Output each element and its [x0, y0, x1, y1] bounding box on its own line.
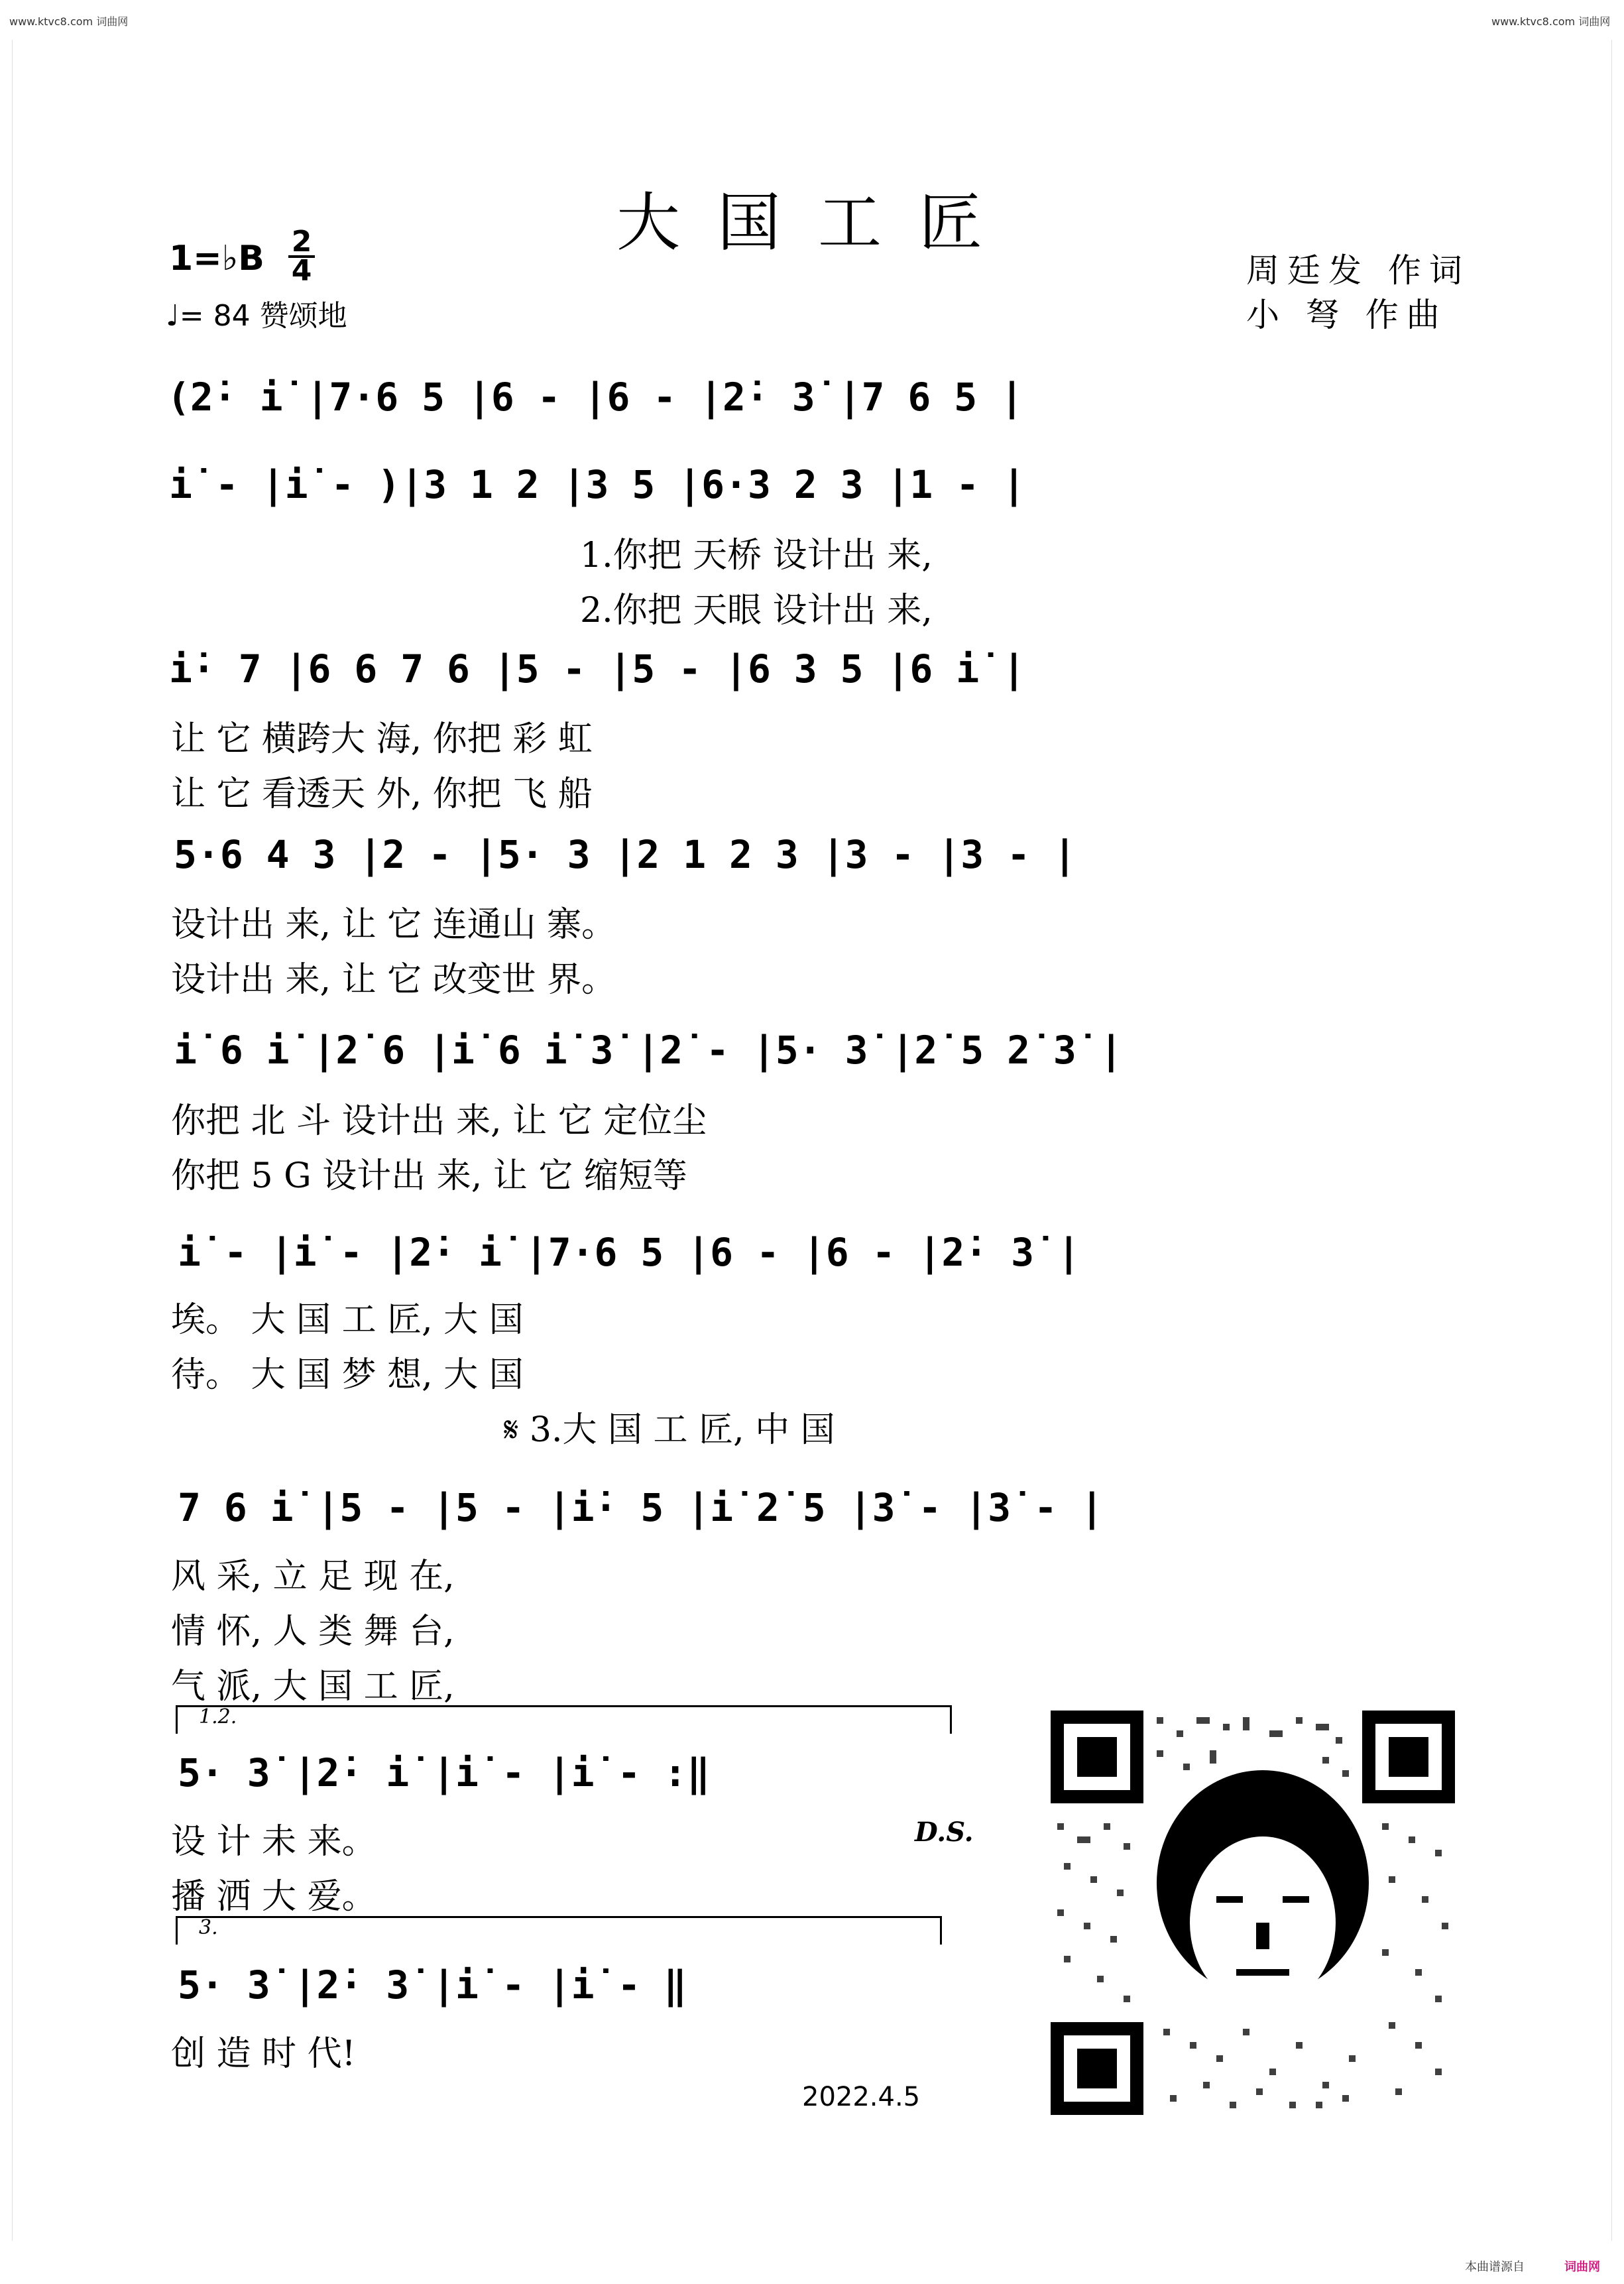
- footer-source-text: 本曲谱源自: [1465, 2260, 1525, 2274]
- notation-row-8: 5· 3̇ |2̇· i̇ |i̇ - |i̇ - :‖: [178, 1750, 711, 1795]
- composer-credit: 小 弩 作曲: [1246, 296, 1448, 334]
- volta-label-1-2: 1.2.: [199, 1705, 237, 1728]
- composition-date: 2022.4.5: [802, 2082, 921, 2112]
- tempo-marking: ♩= 84 赞颂地: [166, 299, 347, 333]
- notation-row-7: 7 6 i̇ |5 - |5 - |i̇· 5 |i̇ 2̇ 5 |3̇ - |3̇ - |: [178, 1485, 1104, 1530]
- watermark-top-left: www.ktvc8.com 词曲网: [9, 15, 129, 28]
- key-signature: 1=♭B: [169, 239, 264, 278]
- notation-row-9: 5· 3̇ |2̇· 3̇ |i̇ - |i̇ - ‖: [178, 1962, 687, 2008]
- time-signature-bottom: 4: [288, 255, 315, 284]
- dal-segno-mark: D.S.: [915, 1817, 974, 1848]
- volta-bracket-1-2: [176, 1705, 952, 1734]
- lyric-row-4-verse-2: 设计出 来, 让 它 改变世 界。: [171, 960, 616, 1000]
- right-margin-strip: [1611, 40, 1624, 2241]
- time-signature-top: 2: [291, 225, 312, 259]
- volta-label-3: 3.: [199, 1916, 218, 1939]
- lyric-row-5-verse-1: 你把 北 斗 设计出 来, 让 它 定位尘: [171, 1101, 707, 1141]
- lyric-row-2-verse-2: 2.你把 天眼 设计出 来,: [580, 591, 933, 631]
- footer-site-logo[interactable]: 词曲网: [1564, 2260, 1600, 2274]
- qr-code-image: [1051, 1711, 1455, 2115]
- lyric-row-2-verse-1: 1.你把 天桥 设计出 来,: [580, 536, 933, 575]
- notation-row-4: 5·6 4 3 |2 - |5· 3 |2 1 2 3 |3 - |3 - |: [174, 832, 1076, 877]
- lyric-row-7-verse-1: 风 采, 立 足 现 在,: [171, 1557, 455, 1596]
- notation-row-5: i̇ 6 i̇ |2̇ 6 |i̇ 6 i̇ 3̇ |2̇ - |5· 3̇ |2̇ 5 2̇ 3̇ |: [174, 1028, 1123, 1073]
- lyricist-credit: 周廷发 作词: [1246, 251, 1470, 290]
- notation-row-1: (2̇· i̇ |7·6 5 |6 - |6 - |2̇· 3̇ |7 6 5 |: [167, 375, 1024, 420]
- lyric-row-8-verse-2: 播 洒 大 爱。: [171, 1877, 377, 1917]
- lyric-row-6-verse-1: 埃。 大 国 工 匠, 大 国: [171, 1300, 524, 1340]
- notation-row-6: i̇ - |i̇ - |2̇· i̇ |7·6 5 |6 - |6 - |2̇· 3̇ |: [178, 1230, 1080, 1275]
- lyric-row-8-verse-1: 设 计 未 来。: [171, 1822, 377, 1862]
- lyric-row-3-verse-1: 让 它 横跨大 海, 你把 彩 虹: [171, 719, 593, 759]
- lyric-row-4-verse-1: 设计出 来, 让 它 连通山 寨。: [171, 905, 616, 945]
- lyric-row-7-verse-3: 气 派, 大 国 工 匠,: [171, 1667, 455, 1707]
- lyric-row-7-verse-2: 情 怀, 人 类 舞 台,: [171, 1612, 455, 1652]
- notation-row-3: i̇· 7 |6 6 7 6 |5 - |5 - |6 3 5 |6 i̇ |: [169, 646, 1026, 691]
- lyric-row-5-verse-2: 你把 5 G 设计出 来, 让 它 缩短等: [171, 1156, 687, 1196]
- lyric-row-6-verse-3: 𝄋 3.大 国 工 匠, 中 国: [504, 1410, 835, 1450]
- watermark-top-right: www.ktvc8.com 词曲网: [1491, 15, 1611, 28]
- time-signature: [288, 225, 315, 288]
- lyric-row-6-verse-2: 待。 大 国 梦 想, 大 国: [171, 1355, 524, 1395]
- notation-row-2: i̇ - |i̇ - )|3 1 2 |3 5 |6·3 2 3 |1 - |: [169, 462, 1026, 507]
- volta-bracket-3: [176, 1916, 942, 1945]
- song-title: 大国工匠: [616, 186, 1019, 260]
- lyric-row-3-verse-2: 让 它 看透天 外, 你把 飞 船: [171, 774, 593, 814]
- left-margin-strip: [0, 40, 13, 2241]
- lyric-row-9-verse-1: 创 造 时 代!: [171, 2034, 356, 2074]
